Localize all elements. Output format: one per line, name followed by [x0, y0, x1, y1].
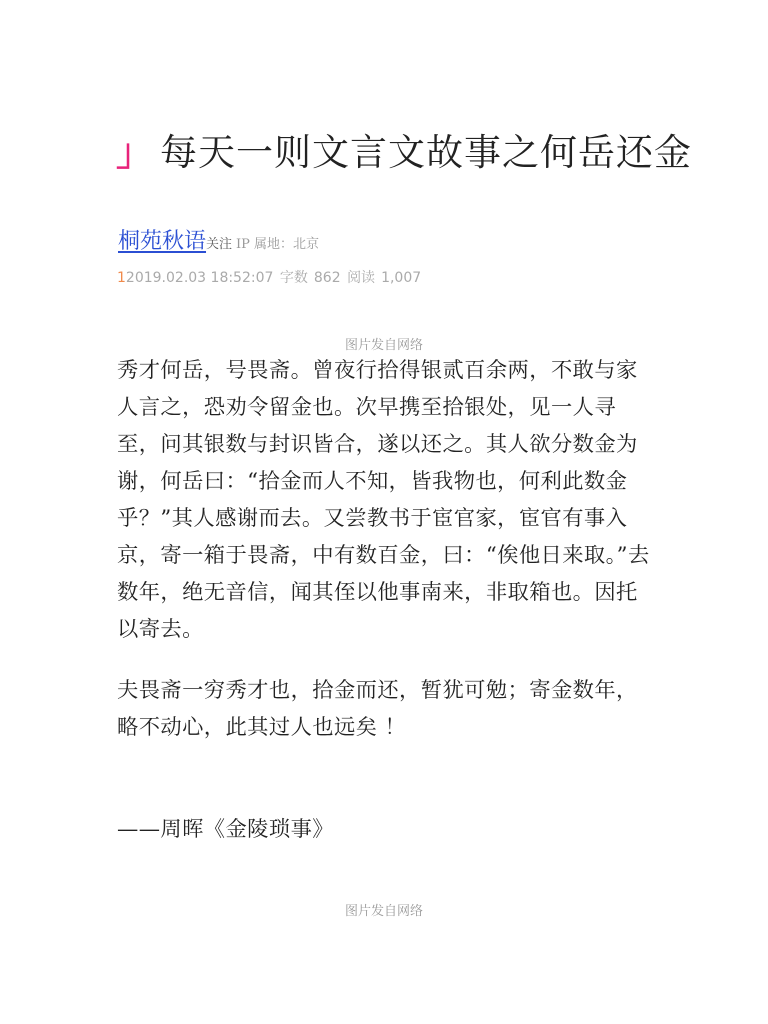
- author-link[interactable]: 桐苑秋语: [118, 229, 207, 254]
- body-paragraph: 夫畏斋一穷秀才也，拾金而还，暂犹可勉；寄金数年，略不动心，此其过人也远矣 ！: [117, 678, 638, 740]
- title-mark-icon: 」: [116, 130, 154, 174]
- image-caption: 图片发自网络: [344, 904, 423, 919]
- article-title: [116, 122, 692, 176]
- body-paragraph: 秀才何岳，号畏斋。曾夜行拾得银贰百余两，不敢与家人言之，恐劝令留金也。次早携至拾银处，见一人寻至，问其银数与封识皆合，遂以还之。其人欲分数金为谢，何岳曰：“拾金而人不知，皆我物也，何利此数金乎？”其人感谢而去。又尝教书于宦官家，宦官有事入京，寄一箱于畏斋，中有数百金，曰：“俟他日来取。”去数年，绝无音信，闻其侄以他事南来，非取箱也。因托以寄去。: [117, 358, 650, 642]
- ip-location: IP 属地：北京: [236, 237, 320, 252]
- article-meta: [117, 267, 421, 287]
- word-count-label: 字数: [279, 270, 308, 286]
- level-badge: 1: [117, 270, 126, 286]
- read-count: 1,007: [381, 270, 422, 286]
- source-citation: ——周晖《金陵琐事》: [117, 817, 334, 842]
- byline: [118, 224, 319, 255]
- word-count: 862: [313, 270, 341, 286]
- follow-button[interactable]: 关注: [206, 237, 233, 252]
- read-count-label: 阅读: [347, 270, 376, 286]
- publish-datetime: 2019.02.03 18:52:07: [125, 270, 274, 286]
- title-text: 每天一则文言文故事之何岳还金: [160, 131, 692, 174]
- image-caption: 图片发自网络: [344, 338, 423, 353]
